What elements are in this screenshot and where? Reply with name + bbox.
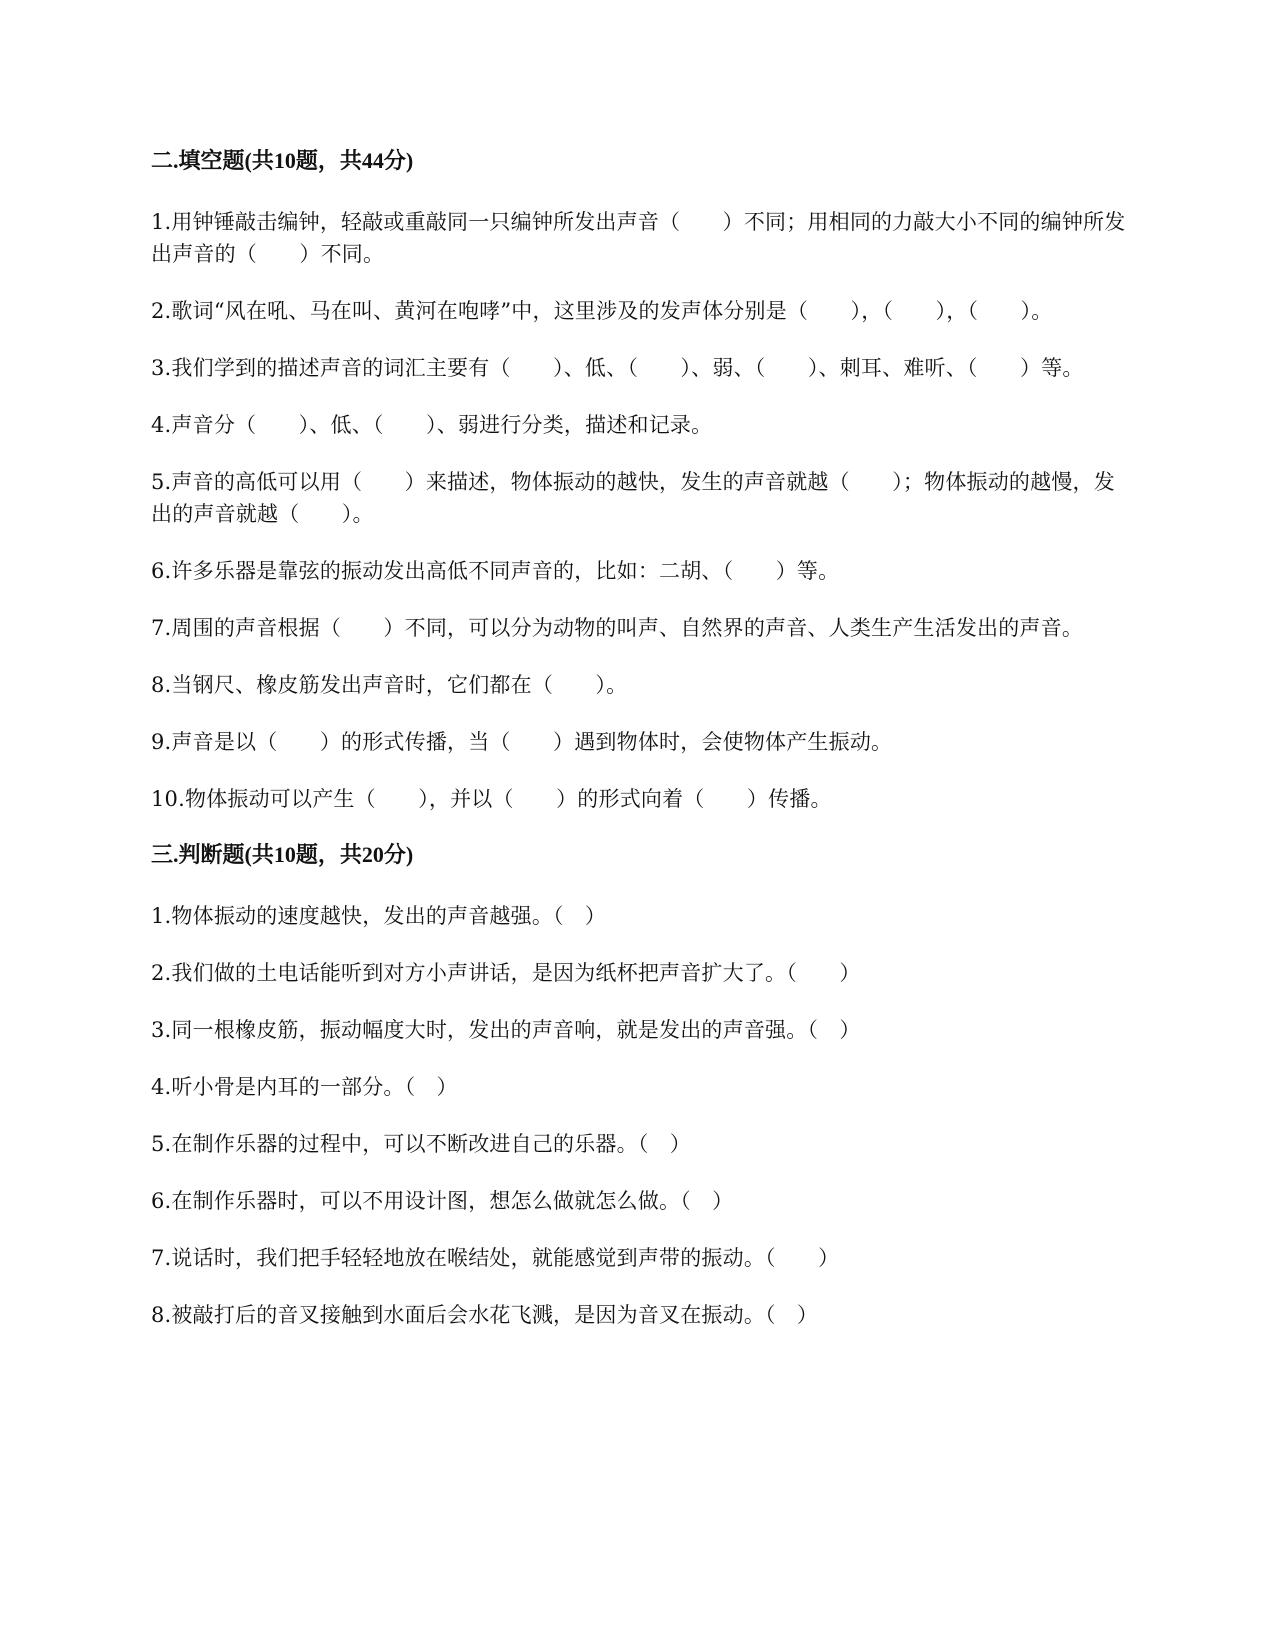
question-2-10: 10.物体振动可以产生（ ），并以（ ）的形式向着（ ）传播。 <box>151 787 832 811</box>
section-title-fill-in: 二.填空题(共10题，共44分) <box>151 148 414 173</box>
question-2-6: 6.许多乐器是靠弦的振动发出高低不同声音的，比如：二胡、（ ）等。 <box>151 559 840 583</box>
question-2-3: 3.我们学到的描述声音的词汇主要有（ ）、低、（ ）、弱、（ ）、刺耳、难听、（ ）等。 <box>151 356 1084 380</box>
question-3-1: 1.物体振动的速度越快，发出的声音越强。（ ） <box>151 904 607 928</box>
question-2-8: 8.当钢尺、橡皮筋发出声音时，它们都在（ ）。 <box>151 673 628 697</box>
question-2-9: 9.声音是以（ ）的形式传播，当（ ）遇到物体时，会使物体产生振动。 <box>151 730 893 754</box>
question-3-2: 2.我们做的土电话能听到对方小声讲话，是因为纸杯把声音扩大了。（ ） <box>151 961 861 985</box>
question-3-5: 5.在制作乐器的过程中，可以不断改进自己的乐器。（ ） <box>151 1132 691 1156</box>
question-3-7: 7.说话时，我们把手轻轻地放在喉结处，就能感觉到声带的振动。（ ） <box>151 1246 840 1270</box>
question-2-1: 1.用钟锤敲击编钟，轻敲或重敲同一只编钟所发出声音（ ）不同；用相同的力敲大小不同的编钟所发出声音的（ ）不同。 <box>151 210 1126 266</box>
question-2-2: 2.歌词“风在吼、马在叫、黄河在咆哮”中，这里涉及的发声体分别是（ ），（ ），（ ）。 <box>151 299 1053 323</box>
question-2-4: 4.声音分（ ）、低、（ ）、弱进行分类，描述和记录。 <box>151 413 713 437</box>
document-page <box>151 146 1131 1331</box>
question-3-6: 6.在制作乐器时，可以不用设计图，想怎么做就怎么做。（ ） <box>151 1189 734 1213</box>
question-3-3: 3.同一根橡皮筋，振动幅度大时，发出的声音响，就是发出的声音强。（ ） <box>151 1018 861 1042</box>
section-title-true-false: 三.判断题(共10题，共20分) <box>151 842 414 867</box>
question-3-8: 8.被敲打后的音叉接触到水面后会水花飞溅，是因为音叉在振动。（ ） <box>151 1303 819 1327</box>
question-2-7: 7.周围的声音根据（ ）不同，可以分为动物的叫声、自然界的声音、人类生产生活发出的声音。 <box>151 616 1084 640</box>
question-3-4: 4.听小骨是内耳的一部分。（ ） <box>151 1075 458 1099</box>
question-2-5: 5.声音的高低可以用（ ）来描述，物体振动的越快，发生的声音就越（ ）；物体振动的越慢，发出的声音就越（ ）。 <box>151 470 1115 526</box>
